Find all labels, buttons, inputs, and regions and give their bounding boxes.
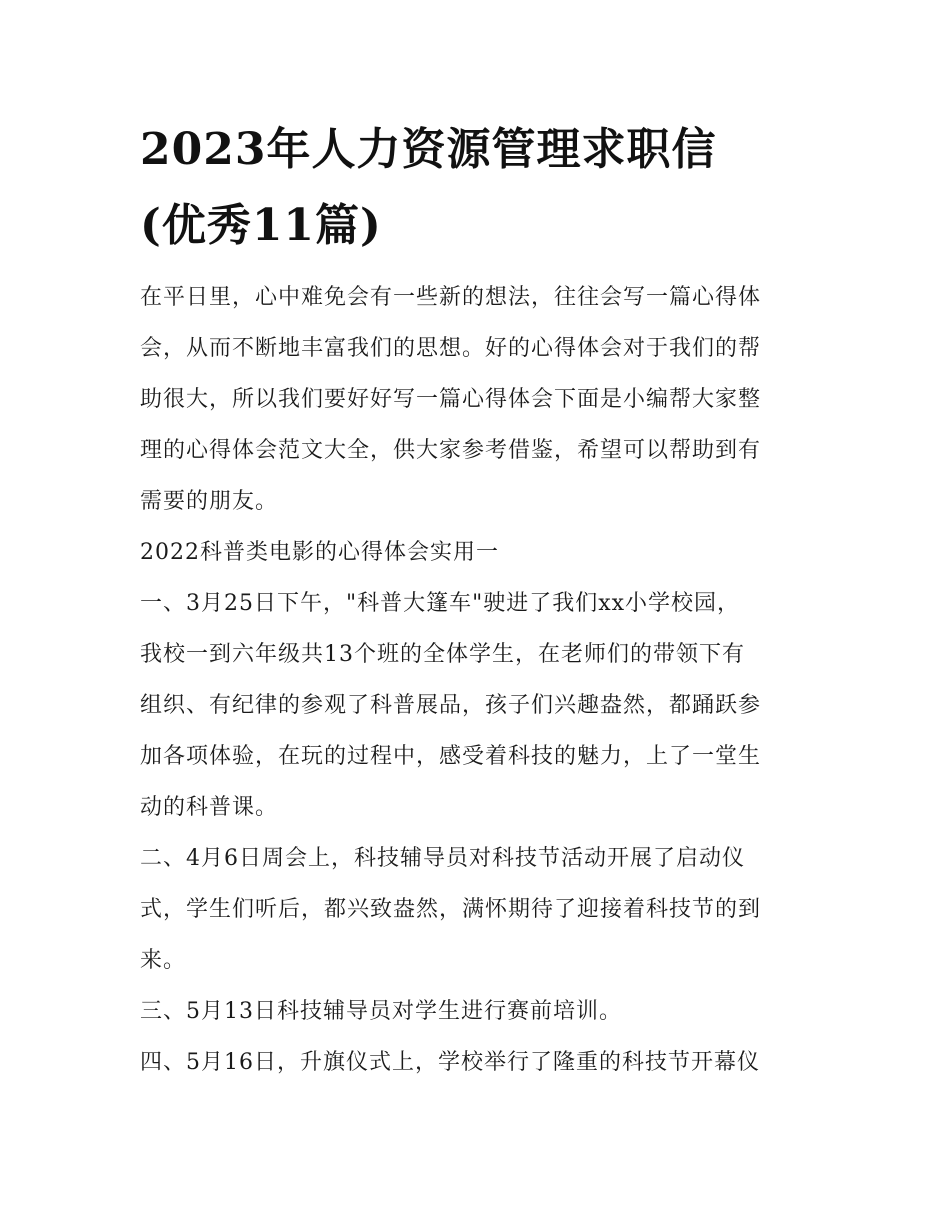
paragraph-line: 动的科普课。 <box>140 795 279 820</box>
section-heading: 2022科普类电影的心得体会实用一 <box>140 540 499 565</box>
paragraph-line: 加各项体验，在玩的过程中，感受着科技的魅力，上了一堂生 <box>140 744 762 769</box>
paragraph-line: 助很大，所以我们要好好写一篇心得体会下面是小编帮大家整 <box>140 387 762 412</box>
paragraph-line: 在平日里，心中难免会有一些新的想法，往往会写一篇心得体 <box>140 285 762 310</box>
paragraph-line: 来。 <box>140 948 187 973</box>
title-line-1: 2023年人力资源管理求职信 <box>140 124 717 175</box>
document-body <box>140 272 820 1088</box>
paragraph-line: 会，从而不断地丰富我们的思想。好的心得体会对于我们的帮 <box>140 336 762 361</box>
paragraph-line: 式，学生们听后，都兴致盎然，满怀期待了迎接着科技节的到 <box>140 897 762 922</box>
title-line-2: (优秀11篇) <box>140 200 382 251</box>
paragraph-line: 四、5月16日，升旗仪式上，学校举行了隆重的科技节开幕仪 <box>140 1050 760 1075</box>
paragraph-line: 一、3月25日下午，"科普大篷车"驶进了我们xx小学校园， <box>140 591 741 616</box>
paragraph-line: 三、5月13日科技辅导员对学生进行赛前培训。 <box>140 999 622 1024</box>
paragraph-line: 需要的朋友。 <box>140 489 279 514</box>
paragraph-line: 我校一到六年级共13个班的全体学生，在老师们的带领下有 <box>140 642 745 667</box>
paragraph-line: 二、4月6日周会上，科技辅导员对科技节活动开展了启动仪 <box>140 846 745 871</box>
document-title <box>140 112 820 264</box>
paragraph-line: 组织、有纪律的参观了科普展品，孩子们兴趣盎然，都踊跃参 <box>140 693 762 718</box>
paragraph-line: 理的心得体会范文大全，供大家参考借鉴，希望可以帮助到有 <box>140 438 762 463</box>
